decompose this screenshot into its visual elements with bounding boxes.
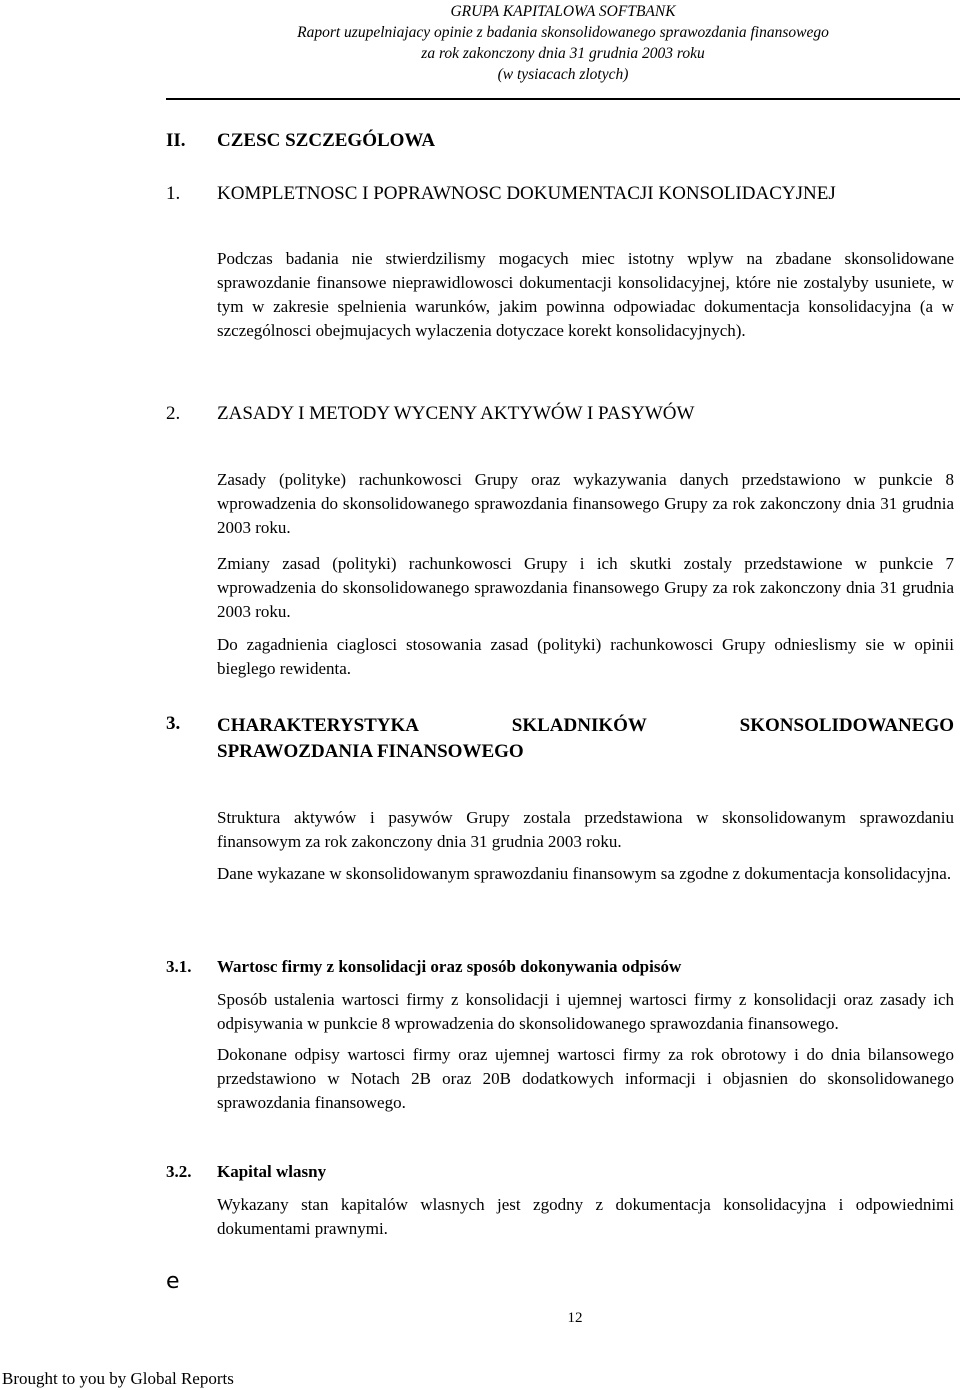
section-3-title-line-2: SPRAWOZDANIA FINANSOWEGO bbox=[217, 741, 524, 762]
page-header bbox=[166, 0, 960, 100]
section-3-2-title: Kapital wlasny bbox=[217, 1162, 327, 1181]
section-3-title bbox=[217, 713, 954, 765]
section-3-title-word-2: SKLADNIKÓW bbox=[511, 715, 647, 736]
section-2-para-3 bbox=[217, 633, 954, 681]
source-credit: Brought to you by Global Reports bbox=[2, 1369, 234, 1388]
section-3-paragraph-1: Struktura aktywów i pasywów Grupy zostala przedstawiona w skonsolidowanym sprawozdaniu finansowym za rok zakonczony dnia 31 grudnia 2003 roku. bbox=[217, 808, 954, 851]
section-2-paragraph-3: Do zagadnienia ciaglosci stosowania zasad (polityki) rachunkowosci Grupy odnieslismy sie w opinii bieglego rewidenta. bbox=[217, 635, 954, 678]
section-3-2-paragraph-1: Wykazany stan kapitalów wlasnych jest zgodny z dokumentacja konsolidacyjna i odpowiednimi dokumentami prawnymi. bbox=[217, 1195, 954, 1238]
part-title: CZESC SZCZEGÓLOWA bbox=[217, 130, 436, 151]
section-3-1-para-2 bbox=[217, 1043, 954, 1115]
section-3-1-title: Wartosc firmy z konsolidacji oraz sposób dokonywania odpisów bbox=[217, 957, 682, 976]
section-3-number: 3. bbox=[166, 713, 181, 734]
header-company: GRUPA KAPITALOWA SOFTBANK bbox=[450, 3, 676, 20]
section-2-para-1 bbox=[217, 468, 954, 540]
section-1-body bbox=[217, 247, 954, 343]
section-2-title: ZASADY I METODY WYCENY AKTYWÓW I PASYWÓW bbox=[217, 403, 695, 424]
page-number: 12 bbox=[567, 1310, 583, 1326]
section-2-number: 2. bbox=[166, 403, 181, 424]
header-units: (w tysiacach zlotych) bbox=[497, 66, 629, 83]
part-number: II. bbox=[166, 130, 186, 151]
section-3-2-para-1 bbox=[217, 1193, 954, 1241]
section-1-title: KOMPLETNOSC I POPRAWNOSC DOKUMENTACJI KONSOLIDACYJNEJ bbox=[217, 183, 836, 204]
section-3-1-number: 3.1. bbox=[166, 957, 192, 976]
section-3-2-number: 3.2. bbox=[166, 1162, 192, 1181]
section-3-1-para-1 bbox=[217, 988, 954, 1036]
header-report-title: Raport uzupelniajacy opinie z badania skonsolidowanego sprawozdania finansowego bbox=[297, 24, 829, 41]
section-2-paragraph-1: Zasady (polityke) rachunkowosci Grupy oraz wykazywania danych przedstawiono w punkcie 8 wprowadzenia do skonsolidowanego sprawozdania finansowego Grupy za rok zakonczony dnia 31 grudnia 2003 roku. bbox=[217, 470, 954, 537]
header-period: za rok zakonczony dnia 31 grudnia 2003 roku bbox=[421, 45, 705, 62]
section-3-paragraph-2: Dane wykazane w skonsolidowanym sprawozdaniu finansowym sa zgodne z dokumentacja konsolidacyjna. bbox=[217, 864, 952, 883]
section-2-paragraph-2: Zmiany zasad (polityki) rachunkowosci Grupy i ich skutki zostaly przedstawione w punkcie 7 wprowadzenia do skonsolidowanego sprawozdania finansowego Grupy za rok zakonczony dnia 31 grudnia 2003 roku. bbox=[217, 554, 954, 621]
section-3-title-word-1: CHARAKTERYSTYKA bbox=[217, 715, 420, 736]
section-3-1-paragraph-1: Sposób ustalenia wartosci firmy z konsolidacji i ujemnej wartosci firmy z konsolidacji oraz zasady ich odpisywania w punkcie 8 wprowadzenia do skonsolidowanego sprawozdania finansowego. bbox=[217, 990, 954, 1033]
footer-mark: e bbox=[166, 1269, 180, 1294]
section-1-paragraph: Podczas badania nie stwierdzilismy mogacych miec istotny wplyw na zbadane skonsolidowane sprawozdanie finansowe nieprawidlowosci dokumentacji konsolidacyjnej, które nie zostalyby usuniete, w tym w zakresie spelnienia warunków, jakim powinna odpowiadac dokumentacja konsolidacyjna (a w szczególnosci obejmujacych wylaczenia dotyczace korekt konsolidacyjnych). bbox=[217, 249, 954, 340]
section-3-para-1 bbox=[217, 806, 954, 854]
section-3-1-paragraph-2: Dokonane odpisy wartosci firmy oraz ujemnej wartosci firmy za rok obrotowy i do dnia bilansowego przedstawiono w Notach 2B oraz 20B dodatkowych informacji i objasnien do skonsolidowanego sprawozdania finansowego. bbox=[217, 1045, 954, 1112]
section-2-para-2 bbox=[217, 552, 954, 624]
section-3-para-2 bbox=[217, 862, 954, 886]
section-3-title-word-3: SKONSOLIDOWANEGO bbox=[739, 715, 954, 736]
section-1-number: 1. bbox=[166, 183, 181, 204]
